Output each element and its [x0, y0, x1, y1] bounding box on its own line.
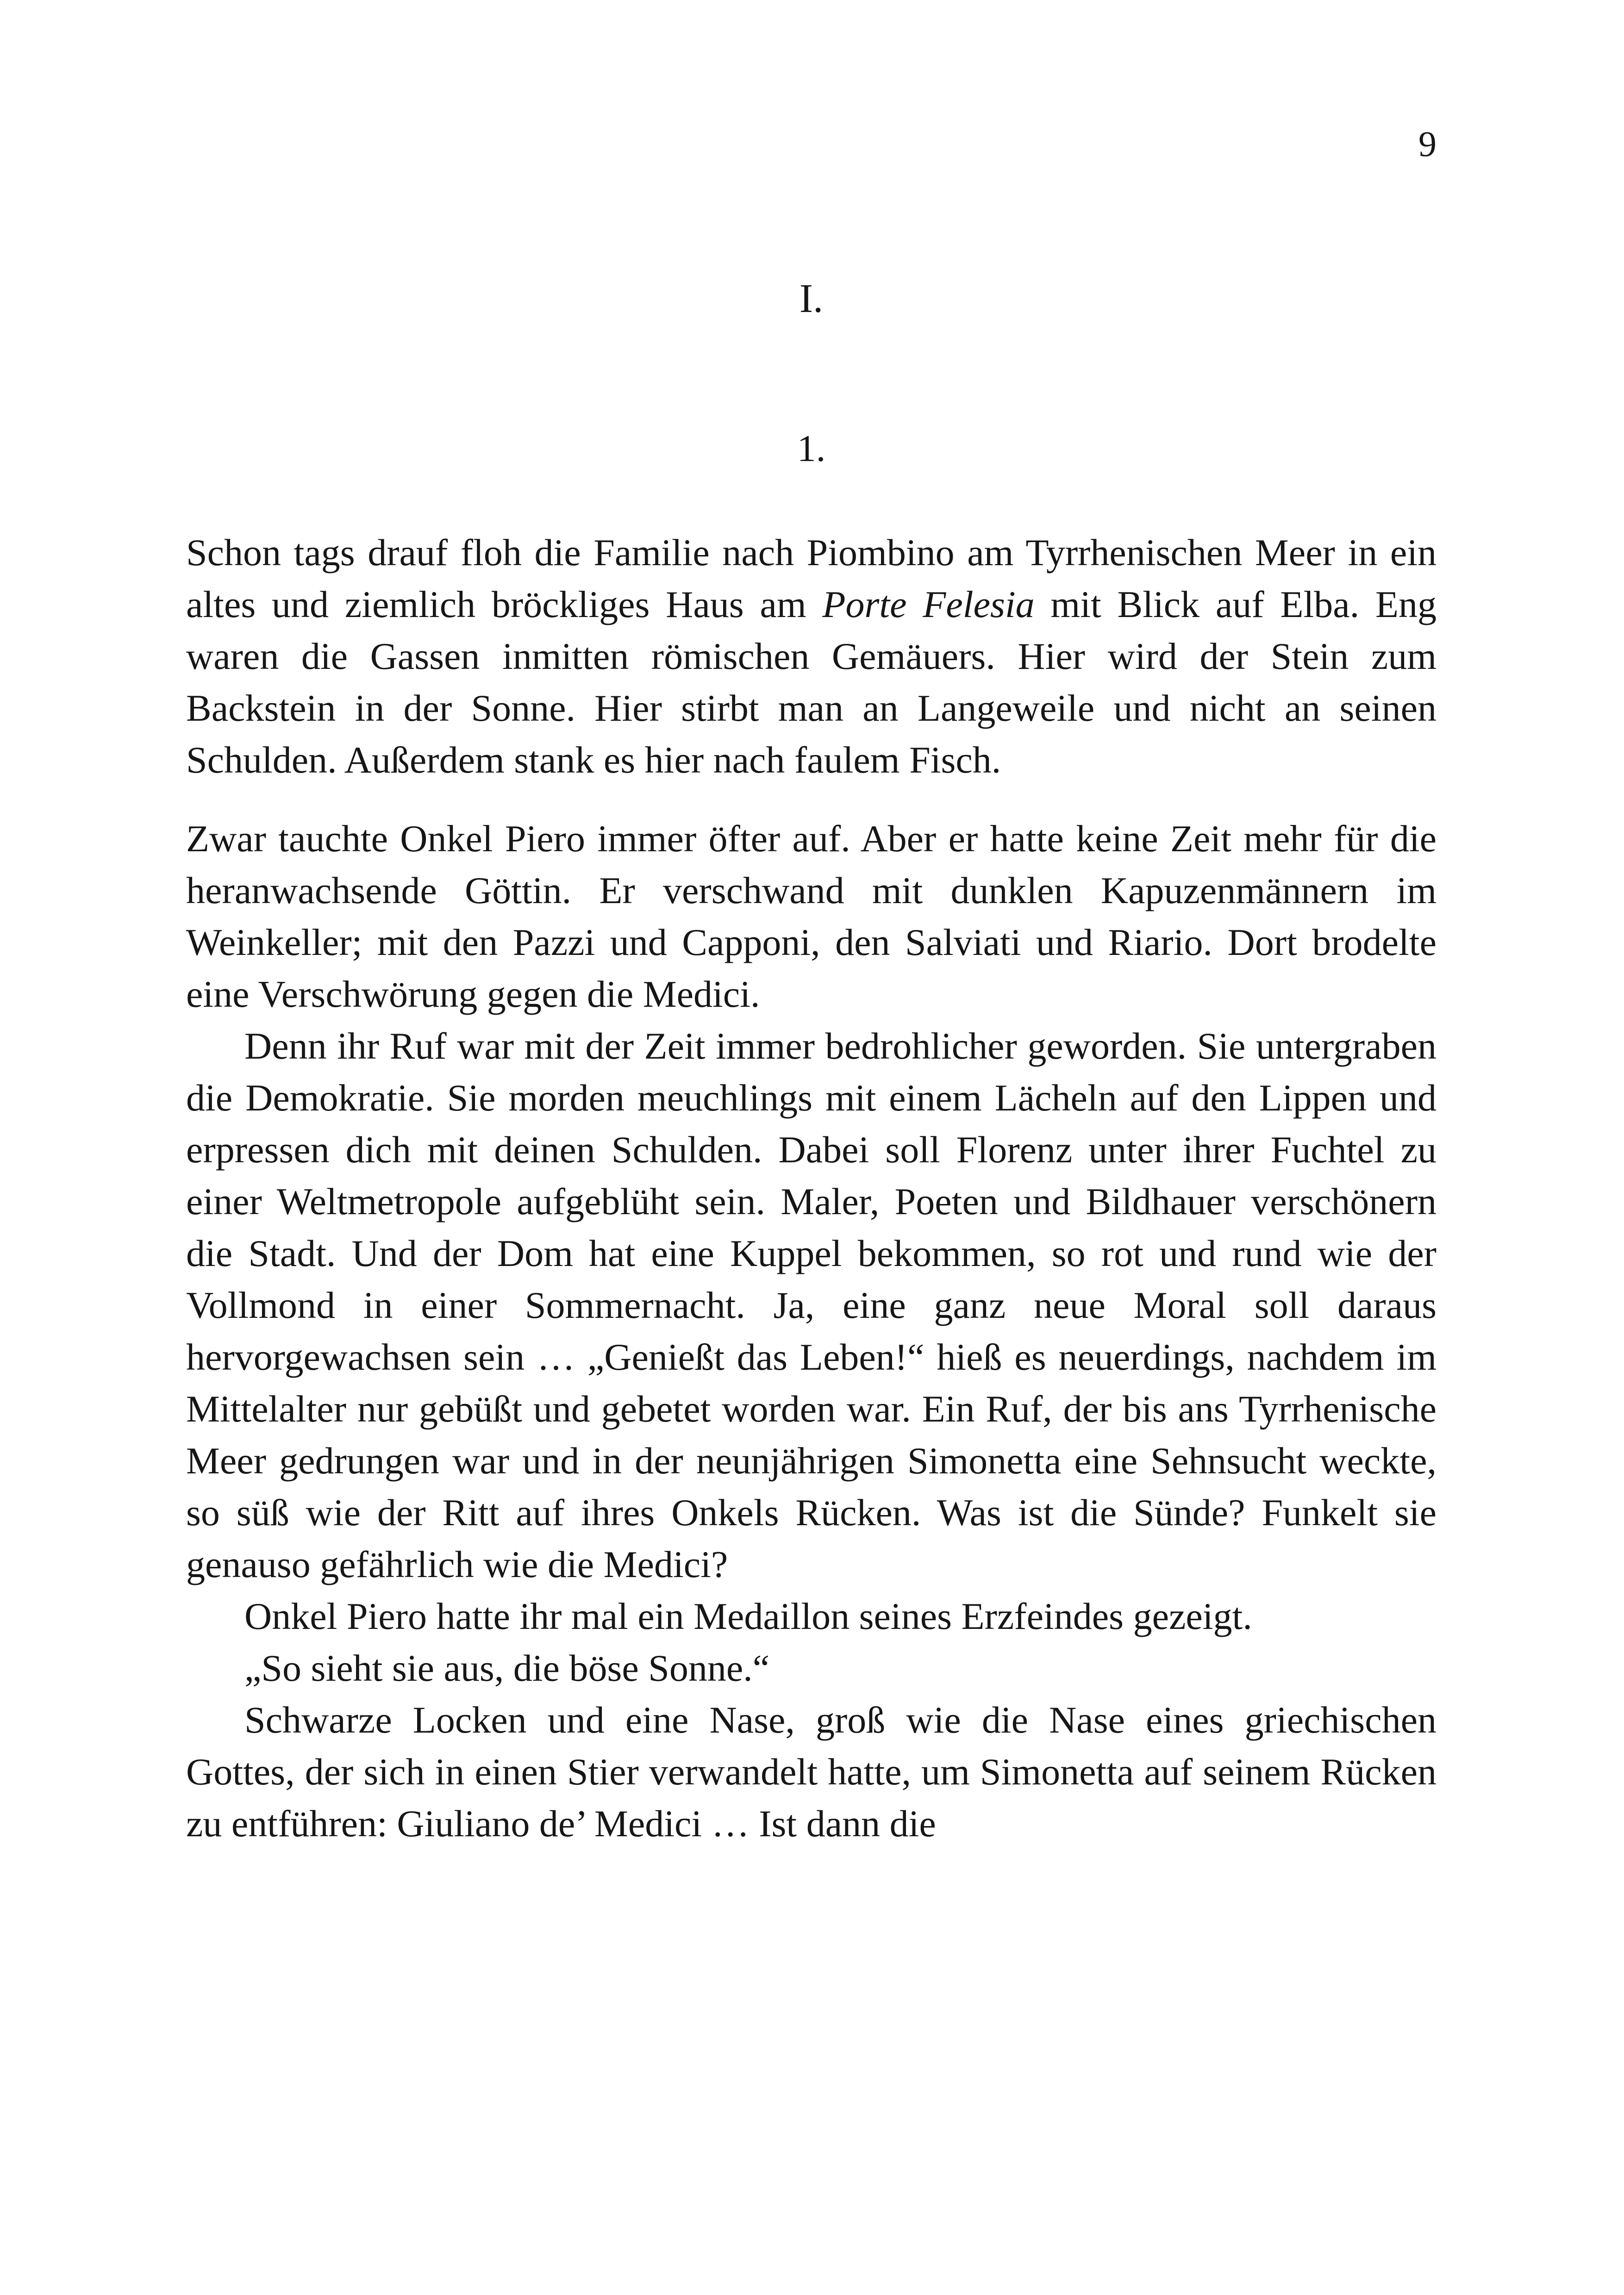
paragraph [186, 1020, 1437, 1590]
paragraph [186, 1642, 1437, 1694]
section-heading: 1. [797, 427, 826, 469]
text-run: mit Blick auf Elba. Eng waren die Gassen inmitten römischen Gemäuers. Hier wird der Stein zum Backstein in der Sonne. Hier stirbt man an Langeweile und nicht an seinen Schulden. Außerdem stank es hier nach faulem Fisch. [186, 583, 1437, 781]
paragraph [186, 527, 1437, 786]
paragraph [186, 1694, 1437, 1850]
text-run: Denn ihr Ruf war mit der Zeit immer bedrohlicher geworden. Sie untergraben die Demokratie. Sie morden meuchlings mit einem Lächeln auf den Lippen und erpressen dich mit deinen Schulden. Dabei soll Florenz unter ihrer Fuchtel zu einer Weltmetropole aufgeblüht sein. Maler, Poeten und Bildhauer verschönern die Stadt. Und der Dom hat eine Kuppel bekommen, so rot und rund wie der Vollmond in einer Sommernacht. Ja, eine ganz neue Moral soll daraus hervorgewachsen sein … „Genießt das Leben!“ hieß es neuerdings, nachdem im Mittelalter nur gebüßt und gebetet worden war. Ein Ruf, der bis ans Tyrrhenische Meer gedrungen war und in der neunjährigen Simonetta eine Sehnsucht weckte, so süß wie der Ritt auf ihres Onkels Rücken. Was ist die Sünde? Funkelt sie genauso gefährlich wie die Medici? [186, 1025, 1437, 1585]
text-run: Onkel Piero hatte ihr mal ein Medaillon seines Erzfeindes gezeigt. [244, 1595, 1252, 1637]
text-run: Schon tags drauf floh die Familie nach Piombino am Tyrrhenischen Meer in ein altes und ziemlich bröckliges Haus am [186, 531, 1437, 625]
chapter-heading: I. [799, 276, 824, 321]
page-number: 9 [1418, 124, 1437, 164]
text-run: Zwar tauchte Onkel Piero immer öfter auf. Aber er hatte keine Zeit mehr für die heranwachsende Göttin. Er verschwand mit dunklen Kapuzenmännern im Weinkeller; mit den Pazzi und Capponi, den Salviati und Riario. Dort brodelte eine Verschwörung gegen die Medici. [186, 817, 1437, 1015]
paragraph [186, 1590, 1437, 1642]
text-run: Schwarze Locken und eine Nase, groß wie die Nase eines griechischen Gottes, der sich in einen Stier verwandelt hatte, um Simonetta auf seinem Rücken zu entführen: Giuliano de’ Medici … Ist dann die [186, 1699, 1437, 1845]
text-run: „So sieht sie aus, die böse Sonne.“ [244, 1647, 770, 1689]
paragraph [186, 813, 1437, 1020]
body-text [186, 527, 1437, 1850]
italic-text-run: Porte Felesia [822, 583, 1035, 625]
